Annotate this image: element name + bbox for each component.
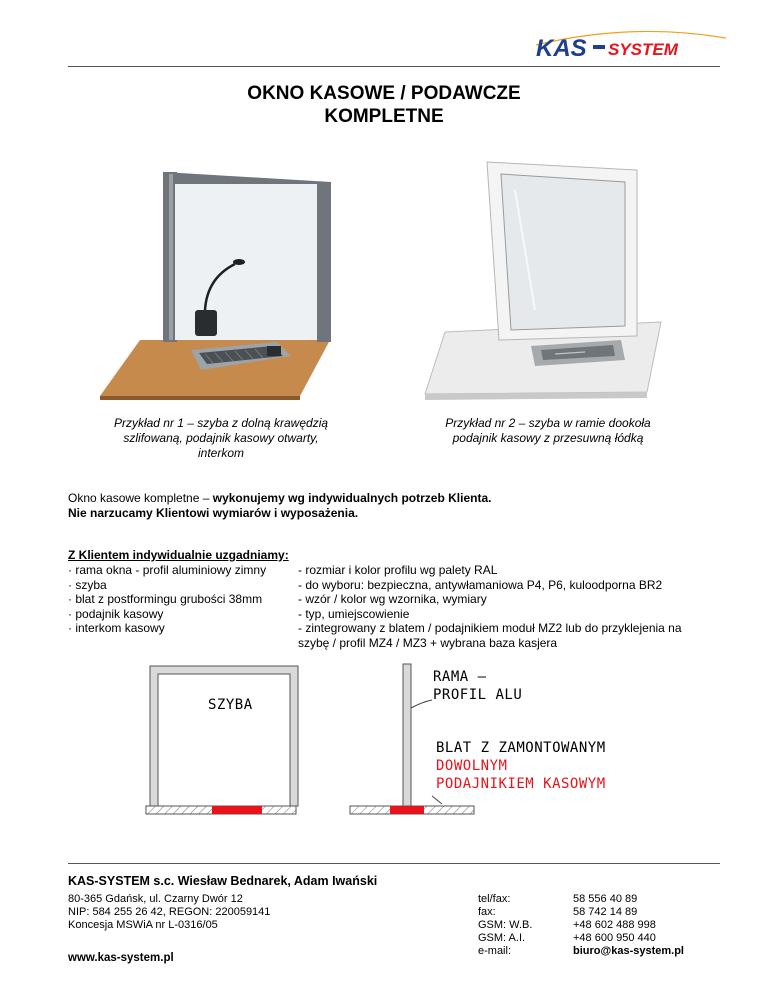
contact-value: +48 600 950 440 xyxy=(573,932,656,944)
product-photo-1 xyxy=(95,160,355,400)
caption-1-line-1: Przykład nr 1 – szyba z dolną krawędzią xyxy=(113,416,329,430)
caption-example-1 xyxy=(86,416,356,461)
tray-side xyxy=(390,806,424,814)
counter-leader xyxy=(432,796,442,804)
glass-label: SZYBA xyxy=(208,697,253,713)
caption-2-line-2: podajnik kasowy z przesuwną łódką xyxy=(452,431,644,445)
agree-item: · szyba xyxy=(68,577,107,592)
agree-detail: szybę / profil MZ4 / MZ3 + wybrana baza kasjera xyxy=(298,635,558,650)
intro-emphasis: wykonujemy wg indywidualnych potrzeb Klienta. xyxy=(212,491,492,505)
email-link[interactable]: biuro@kas-system.pl xyxy=(573,945,684,957)
contact-label: GSM: A.I. xyxy=(478,932,526,944)
contact-label: tel/fax: xyxy=(478,893,511,905)
header-divider xyxy=(68,66,720,67)
product-photo-2 xyxy=(415,160,675,400)
frame-side xyxy=(403,664,411,806)
counter-label-line-2: DOWOLNYM xyxy=(436,758,508,774)
agree-item: · blat z postformingu grubości 38mm xyxy=(68,592,263,606)
agree-items xyxy=(68,563,266,636)
footer-address-block xyxy=(68,893,270,932)
glass-pane xyxy=(158,674,290,806)
caption-example-2 xyxy=(413,416,683,446)
footer-contact-labels xyxy=(478,893,532,958)
kas-system-logo xyxy=(536,28,726,62)
counter-label-line-1: BLAT Z ZAMONTOWANYM xyxy=(436,740,606,756)
intro-paragraph xyxy=(68,491,708,521)
logo-system-text: SYSTEM xyxy=(608,40,678,59)
counter-label-line-3: PODAJNIKIEM KASOWYM xyxy=(436,776,606,792)
intro-line-2: Nie narzucamy Klientowi wymiarów i wyposażenia. xyxy=(68,506,359,520)
agree-detail: - typ, umiejscowienie xyxy=(298,606,410,621)
agree-heading: Z Klientem indywidualnie uzgadniamy: xyxy=(68,548,289,562)
frame-label-line-1: RAMA – xyxy=(433,669,487,685)
contact-value: 58 556 40 89 xyxy=(573,893,638,905)
intro-text: Okno kasowe kompletne – xyxy=(68,491,213,505)
contact-value: 58 742 14 89 xyxy=(573,906,638,918)
page-title xyxy=(0,82,768,128)
title-line-1: OKNO KASOWE / PODAWCZE xyxy=(247,83,521,104)
footer-divider xyxy=(68,863,720,864)
agree-item: · podajnik kasowy xyxy=(68,606,164,621)
agree-detail: - wzór / kolor wg wzornika, wymiary xyxy=(298,592,487,606)
agree-item: · rama okna - profil aluminiowy zimny xyxy=(68,563,267,577)
footer-company: KAS-SYSTEM s.c. Wiesław Bednarek, Adam Iwański xyxy=(68,874,378,888)
website-link[interactable]: www.kas-system.pl xyxy=(68,952,174,964)
frame-label xyxy=(433,668,522,704)
caption-2-line-1: Przykład nr 2 – szyba w ramie dookoła xyxy=(445,416,651,430)
agree-detail: - zintegrowany z blatem / podajnikiem moduł MZ2 lub do przyklejenia na xyxy=(298,621,682,635)
window-diagram xyxy=(140,660,480,820)
title-line-2: KOMPLETNE xyxy=(324,106,444,127)
caption-1-line-3: interkom xyxy=(197,446,244,460)
contact-value: +48 602 488 998 xyxy=(573,919,656,931)
contact-label: GSM: W.B. xyxy=(478,919,533,931)
frame-label-line-2: PROFIL ALU xyxy=(433,687,523,703)
footer-contact-values xyxy=(573,893,684,958)
agree-details xyxy=(298,563,682,650)
contact-label: fax: xyxy=(478,906,496,918)
caption-1-line-2: szlifowaną, podajnik kasowy otwarty, xyxy=(123,431,319,445)
agree-detail: - rozmiar i kolor profilu wg palety RAL xyxy=(298,563,498,577)
agree-detail: - do wyboru: bezpieczna, antywłamaniowa P4, P6, kuloodporna BR2 xyxy=(298,577,663,592)
footer-license: Koncesja MSWiA nr L-0316/05 xyxy=(68,919,218,931)
counter-label xyxy=(436,739,606,793)
footer-address: 80-365 Gdańsk, ul. Czarny Dwór 12 xyxy=(68,893,243,905)
footer-nip: NIP: 584 255 26 42, REGON: 220059141 xyxy=(68,906,271,918)
logo-kas-text: KAS xyxy=(536,35,587,62)
tray-front xyxy=(212,806,262,814)
contact-label: e-mail: xyxy=(478,945,512,957)
agree-item: · interkom kasowy xyxy=(68,621,165,635)
frame-leader xyxy=(411,700,432,708)
